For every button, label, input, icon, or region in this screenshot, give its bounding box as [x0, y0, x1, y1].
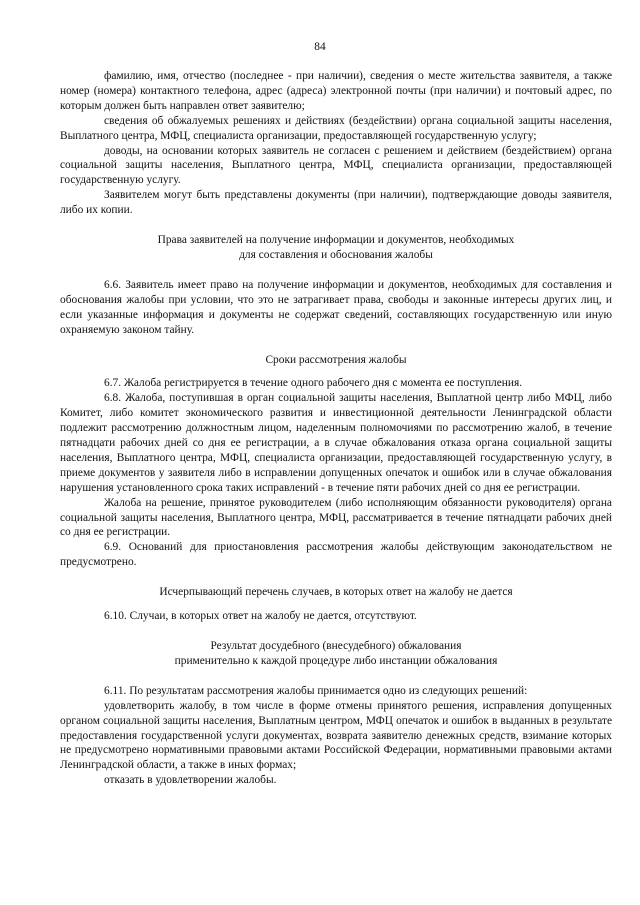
section-heading-deadlines: Сроки рассмотрения жалобы [265, 353, 407, 366]
list-item-applicant-name: фамилию, имя, отчество (последнее - при наличии), сведения о месте жительства заявителя, а также номер (номера) контактного телефона, адрес (адреса) электронной почты (при наличии) и почтовый адрес, по которым должен быть направлен ответ заявителю; [60, 70, 612, 112]
paragraph-reject-complaint: отказать в удовлетворении жалобы. [104, 774, 277, 787]
paragraph-6-6: 6.6. Заявитель имеет право на получение информации и документов, необходимых для составления и обоснования жалобы при условии, что это не затрагивает права, свободы и законные интересы других лиц, и если указанные информация и документы не содержат сведений, составляющих государственную или иную охраняемую законом тайну. [60, 278, 612, 336]
list-item-supporting-documents: Заявителем могут быть представлены документы (при наличии), подтверждающие доводы заявителя, либо их копии. [60, 189, 612, 217]
paragraph-6-11: 6.11. По результатам рассмотрения жалобы принимается одно из следующих решений: [104, 684, 528, 697]
paragraph-6-10: 6.10. Случаи, в которых ответ на жалобу не дается, отсутствуют. [104, 610, 417, 623]
list-item-appealed-decisions: сведения об обжалуемых решениях и действиях (бездействии) органа социальной защиты населения, Выплатного центра, МФЦ, специалиста организации, предоставляющей государственную услугу; [60, 114, 612, 142]
paragraph-6-9: 6.9. Оснований для приостановления рассмотрения жалобы действующим законодательством не предусмотрено. [60, 541, 612, 569]
paragraph-6-7: 6.7. Жалоба регистрируется в течение одного рабочего дня с момента ее поступления. [104, 377, 523, 390]
paragraph-6-8: 6.8. Жалоба, поступившая в орган социальной защиты населения, Выплатной центр либо МФЦ, либо Комитет, либо комитет экономического развития и инвестиционной деятельности Ленинградской области подлежит рассмотрению должностным лицом, наделенным полномочиями по рассмотрению жалоб, в течение пятнадцати рабочих дней со дня ее регистрации, а в случае обжалования отказа органа социальной защиты населения, Выплатного центра, МФЦ, специалиста организации, предоставляющей государственную услугу, в приеме документов у заявителя либо в исправлении допущенных опечаток и ошибок или в случае обжалования нарушения установленного срока таких исправлений - в течение пяти рабочих дней со дня ее регистрации. [60, 392, 612, 494]
section-heading-no-answer-cases: Исчерпывающий перечень случаев, в которых ответ на жалобу не дается [159, 586, 513, 599]
section-heading-rights-line2: для составления и обоснования жалобы [239, 248, 433, 261]
section-heading-rights-line1: Права заявителей на получение информации и документов, необходимых [157, 234, 515, 247]
document-body [60, 69, 612, 788]
section-heading-result-line1: Результат досудебного (внесудебного) обжалования [210, 640, 462, 652]
list-item-arguments: доводы, на основании которых заявитель не согласен с решением и действием (бездействием) органа социальной защиты населения, Выплатного центра, МФЦ, специалиста организации, предоставляющей государственную услугу. [60, 144, 612, 187]
paragraph-satisfy-complaint: удовлетворить жалобу, в том числе в форме отмены принятого решения, исправления допущенных органом социальной защиты населения, Выплатным центром, МФЦ опечаток и ошибок в выданных в результате предоставления государственной услуги документах, возврата заявителю денежных средств, взимание которых не предусмотрено нормативными правовыми актами Российской Федерации, нормативными правовыми актами Ленинградской области, а также в иных формах; [60, 699, 612, 772]
paragraph-complaint-on-head-decision: Жалоба на решение, принятое руководителем (либо исполняющим обязанности руководителя) органа социальной защиты населения, Выплатного центра, МФЦ, рассматривается в течение пятнадцати рабочих дней со дня ее регистрации. [60, 496, 612, 539]
section-heading-result-line2: применительно к каждой процедуре либо инстанции обжалования [174, 654, 498, 667]
page-number: 84 [314, 41, 326, 53]
